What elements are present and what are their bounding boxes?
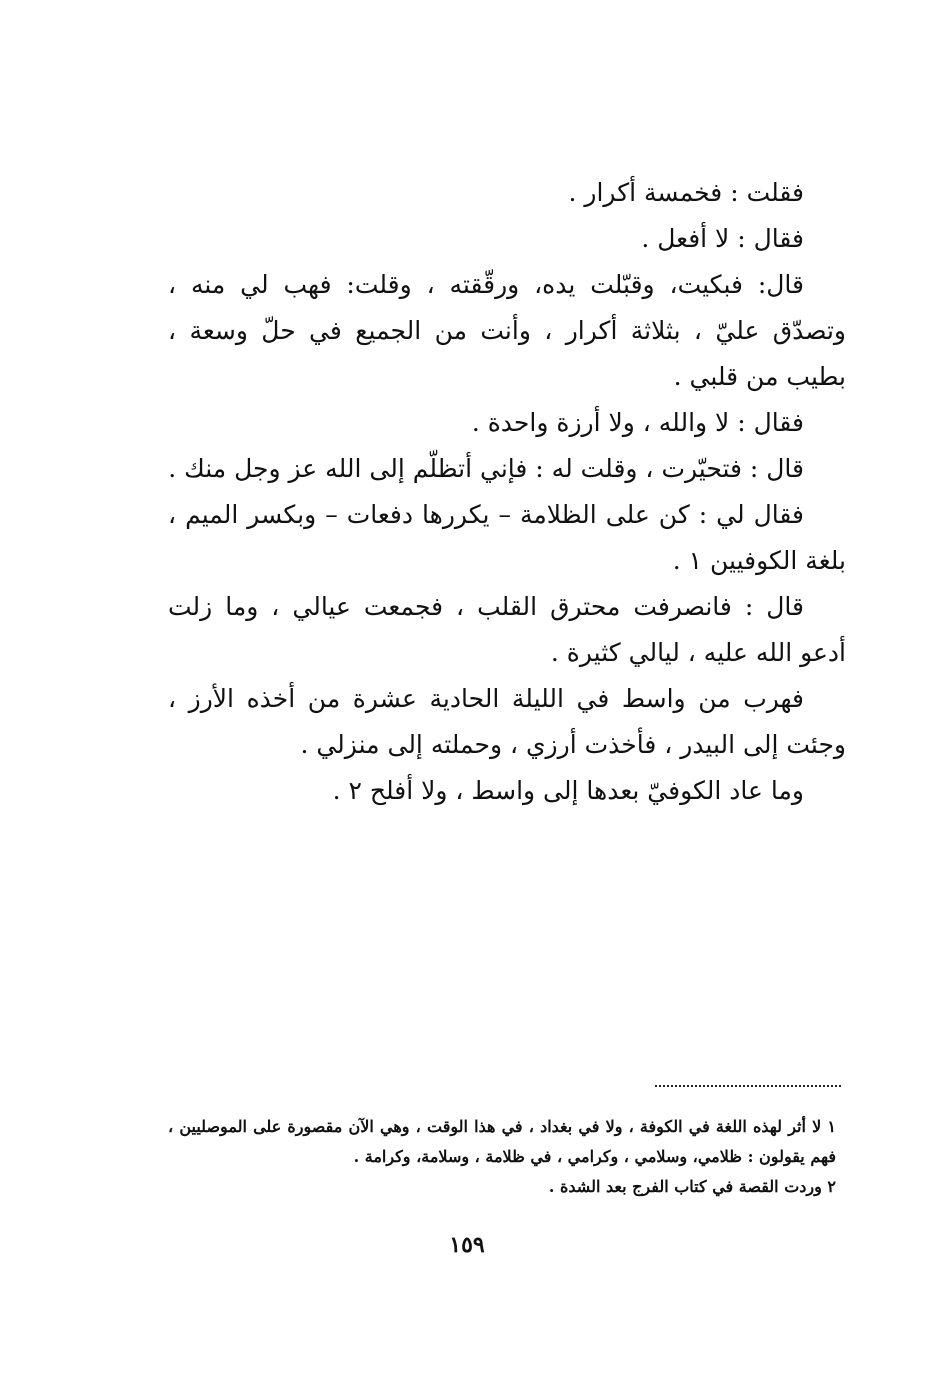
- main-text: [168, 170, 846, 814]
- paragraph: وما عاد الكوفيّ بعدها إلى واسط ، ولا أفلح ٢ .: [332, 776, 804, 805]
- paragraph: فقلت : فخمسة أكرار .: [568, 178, 804, 207]
- paragraph: فقال : لا والله ، ولا أرزة واحدة .: [471, 408, 804, 437]
- paragraph: فقال لي : كن على الظلامة – يكررها دفعات – وبكسر الميم ، بلغة الكوفيين ١ .: [168, 500, 846, 575]
- paragraph: قال: فبكيت، وقبّلت يده، ورقّقته ، وقلت: فهب لي منه ، وتصدّق عليّ ، بثلاثة أكرار ، وأنت من الجميع في حلّ وسعة ، بطيب من قلبي .: [168, 270, 846, 391]
- paragraph: فقال : لا أفعل .: [641, 224, 804, 253]
- paragraph: قال : فتحيّرت ، وقلت له : فإني أتظلّم إلى الله عز وجل منك .: [168, 454, 804, 483]
- paragraph: فهرب من واسط في الليلة الحادية عشرة من أخذه الأرز ، وجئت إلى البيدر ، فأخذت أرزي ، وحملته إلى منزلي .: [168, 684, 846, 759]
- paragraph: قال : فانصرفت محترق القلب ، فجمعت عيالي ، وما زلت أدعو الله عليه ، ليالي كثيرة .: [168, 592, 846, 667]
- footnote-divider: [655, 1085, 841, 1087]
- footnote: ١ لا أثر لهذه اللغة في الكوفة ، ولا في بغداد ، في هذا الوقت ، وهي الآن مقصورة على الموصليين ، فهم يقولون : ظلامي، وسلامي ، وكرامي ، في ظلامة ، وسلامة، وكرامة .: [168, 1117, 836, 1166]
- footnotes: [168, 1112, 836, 1202]
- footnote: ٢ وردت القصة في كتاب الفرج بعد الشدة .: [548, 1177, 836, 1196]
- page-number: ١٥٩: [449, 1232, 485, 1258]
